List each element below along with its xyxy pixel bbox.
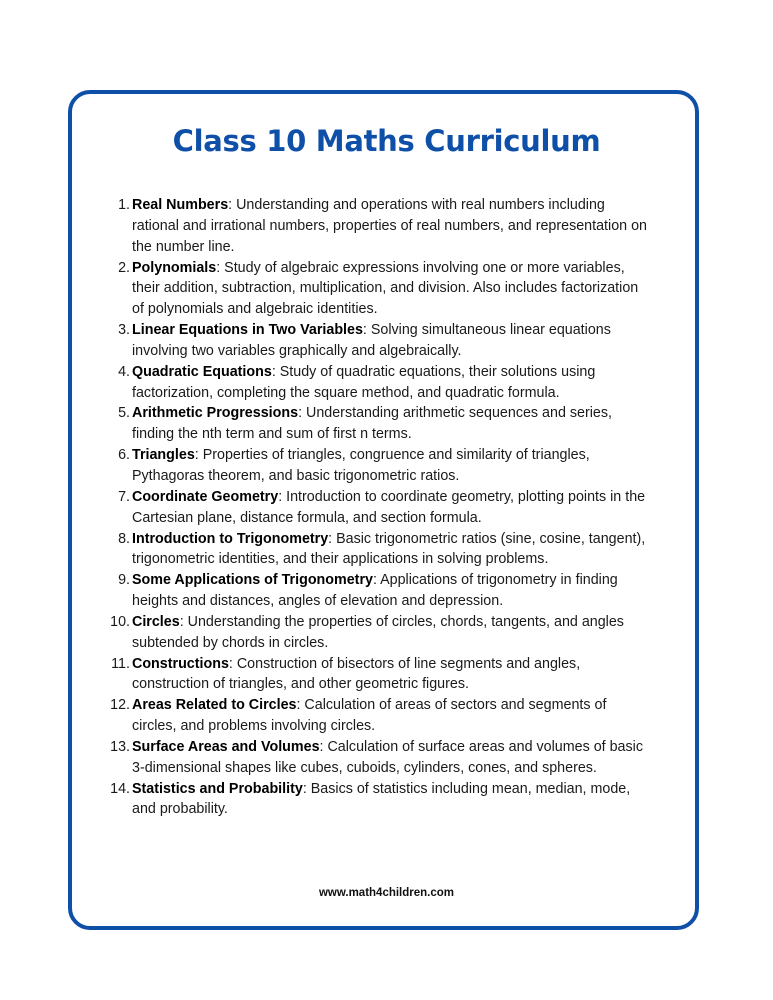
item-title: Some Applications of Trigonometry (132, 572, 373, 589)
footer-website: www.math4children.com (318, 887, 455, 899)
item-description: : Calculation of areas of sectors and segments of circles, and problems involving circles. (132, 697, 607, 735)
item-title: Areas Related to Circles (132, 697, 297, 714)
item-description: : Introduction to coordinate geometry, plotting points in the Cartesian plane, distance formula, and section formula. (132, 488, 646, 526)
item-title: Linear Equations in Two Variables (132, 322, 363, 339)
item-description: : Understanding the properties of circles, chords, tangents, and angles subtended by chords in circles. (132, 613, 624, 651)
list-item (112, 320, 652, 362)
item-description: : Study of algebraic expressions involving one or more variables, their addition, subtraction, multiplication, and division. Also includes factorization of polynomials and algebraic identities. (132, 259, 639, 318)
item-description: : Properties of triangles, congruence and similarity of triangles, Pythagoras theorem, and basic trigonometric ratios. (132, 447, 590, 484)
item-number: 9. (118, 572, 130, 589)
list-item (112, 487, 652, 529)
item-description: : Understanding arithmetic sequences and series, finding the nth term and sum of first n terms. (132, 405, 612, 443)
list-item (112, 258, 652, 321)
item-number: 3. (118, 322, 130, 339)
item-title: Circles (132, 613, 180, 630)
item-number: 4. (118, 363, 130, 380)
item-number: 11. (111, 655, 130, 672)
item-number: 7. (118, 488, 130, 505)
list-item (112, 403, 652, 445)
item-number: 6. (118, 447, 130, 464)
item-number: 8. (118, 530, 130, 547)
item-title: Quadratic Equations (132, 363, 272, 380)
item-number: 13. (110, 738, 130, 755)
item-description: : Calculation of surface areas and volumes of basic 3-dimensional shapes like cubes, cuboids, cylinders, cones, and spheres. (132, 738, 643, 776)
item-description: : Applications of trigonometry in finding heights and distances, angles of elevation and depression. (132, 572, 618, 610)
item-number: 1. (118, 197, 130, 213)
item-title: Constructions (132, 655, 229, 672)
item-number: 10. (110, 613, 130, 630)
list-item (112, 779, 652, 821)
item-title: Statistics and Probability (132, 780, 303, 797)
item-title: Introduction to Trigonometry (132, 530, 329, 547)
item-title: Triangles (132, 447, 195, 464)
item-number: 2. (118, 259, 130, 276)
item-description: : Basic trigonometric ratios (sine, cosine, tangent), trigonometric identities, and their applications in solving problems. (132, 530, 646, 568)
list-item (112, 445, 652, 487)
item-number: 14. (110, 780, 130, 797)
curriculum-list (112, 195, 652, 820)
item-description: : Basics of statistics including mean, median, mode, and probability. (132, 780, 631, 818)
list-item (112, 695, 652, 737)
item-number: 5. (118, 405, 130, 422)
list-item (112, 654, 652, 696)
item-description: : Understanding and operations with real numbers including rational and irrational numbers, properties of real numbers, and representation on the number line. (132, 197, 647, 255)
list-item (112, 570, 652, 612)
list-item (112, 612, 652, 654)
item-title: Real Numbers (132, 197, 229, 213)
item-description: : Study of quadratic equations, their solutions using factorization, completing the square method, and quadratic formula. (132, 363, 596, 401)
item-title: Polynomials (132, 259, 217, 276)
item-description: : Construction of bisectors of line segments and angles, construction of triangles, and other geometric figures. (132, 655, 581, 693)
item-title: Arithmetic Progressions (132, 405, 299, 422)
item-number: 12. (110, 697, 130, 714)
item-title: Surface Areas and Volumes (132, 738, 320, 755)
list-item (112, 362, 652, 404)
list-item (112, 737, 652, 779)
list-item (112, 195, 652, 258)
list-item (112, 529, 652, 571)
item-description: : Solving simultaneous linear equations involving two variables graphically and algebraically. (132, 322, 611, 359)
page-title: Class 10 Maths Curriculum (172, 124, 601, 158)
item-title: Coordinate Geometry (132, 488, 279, 505)
